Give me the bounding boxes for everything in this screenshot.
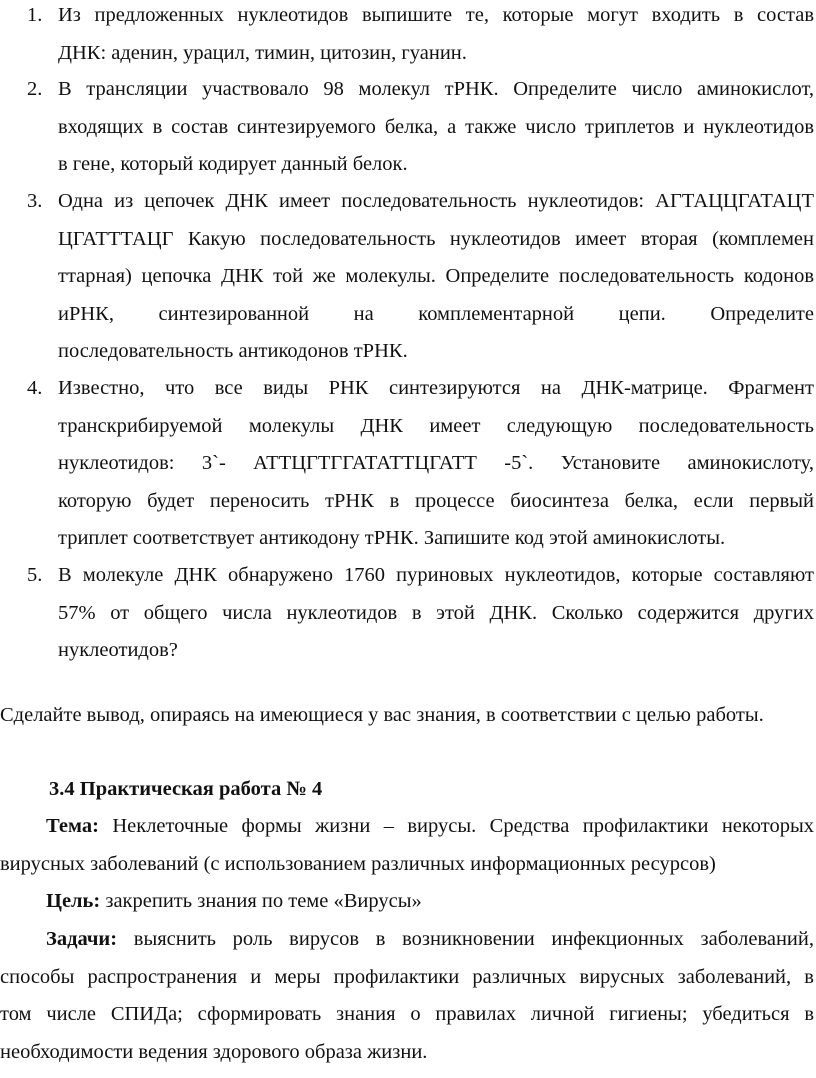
task-item-2 <box>27 71 814 184</box>
task-text-line: Из предложенных нуклеотидов выпишите те, которые могут входить в состав <box>58 4 814 26</box>
task-text-line: входящих в состав синтезируемого белка, а также число триплетов и нуклеотидов <box>58 115 814 138</box>
task-text-line: ДНК: аденин, урацил, тимин, цитозин, гуанин. <box>58 41 467 64</box>
task-number: 1. <box>27 4 43 26</box>
goal-text: закрепить знания по теме «Вирусы» <box>105 890 422 912</box>
objectives-text: выяснить роль вирусов в возникновении инфекционных заболеваний, <box>133 928 814 950</box>
task-number: 5. <box>27 564 43 586</box>
task-text-line: В молекуле ДНК обнаружено 1760 пуриновых нуклеотидов, которые составляют <box>58 564 814 586</box>
task-text-line: 57% от общего числа нуклеотидов в этой ДНК. Сколько содержится других <box>58 601 814 624</box>
task-text-line: транскрибируемой молекулы ДНК имеет следующую последовательность <box>58 414 814 437</box>
task-number: 4. <box>27 377 43 399</box>
task-text-line: триплет соответствует антикодону тРНК. Запишите код этой аминокислоты. <box>58 527 726 549</box>
task-text-line: В трансляции участвовало 98 молекул тРНК. Определите число аминокислот, <box>58 78 814 100</box>
section-heading: 3.4 Практическая работа № 4 <box>49 778 323 800</box>
theme-text: Неклеточные формы жизни – вирусы. Средства профилактики некоторых <box>112 815 815 837</box>
objectives-label: Задачи: <box>46 928 118 950</box>
task-item-4 <box>27 370 814 558</box>
task-number: 2. <box>27 78 43 100</box>
objectives-paragraph <box>0 921 814 1071</box>
objectives-text-line: способы распространения и меры профилактики различных вирусных заболеваний, в <box>0 965 814 988</box>
task-item-3 <box>27 183 814 371</box>
task-text-line: которую будет переносить тРНК в процессе биосинтеза белка, если первый <box>58 489 814 512</box>
goal-label: Цель: <box>46 890 101 912</box>
objectives-text-line: необходимости ведения здорового образа жизни. <box>0 1040 428 1063</box>
task-text-line: Одна из цепочек ДНК имеет последовательность нуклеотидов: АГТАЦЦГАТАЦТ <box>58 190 814 212</box>
theme-label: Тема: <box>46 815 99 837</box>
task-text-line: нуклеотидов? <box>58 639 178 661</box>
task-text-line: иРНК, синтезированной на комплементарной цепи. Определите <box>58 302 814 325</box>
task-item-5 <box>27 557 814 670</box>
task-text-line: Известно, что все виды РНК синтезируются на ДНК-матрице. Фрагмент <box>58 377 814 399</box>
theme-paragraph <box>0 808 814 883</box>
task-text-line: последовательность антикодонов тРНК. <box>58 340 408 362</box>
task-text-line: ттарная) цепочка ДНК той же молекулы. Определите последовательность кодонов <box>58 265 814 287</box>
objectives-text-line: том числе СПИДа; сформировать знания о правилах личной гигиены; убедиться в <box>0 1003 814 1025</box>
task-text-line: нуклеотидов: 3`- АТТЦГТГГАТАТТЦГАТТ -5`. Установите аминокислоту, <box>58 452 814 474</box>
task-text-line: ЦГАТТТАЦГ Какую последовательность нуклеотидов имеет вторая (комплемен <box>58 227 814 250</box>
task-text-line: в гене, который кодирует данный белок. <box>58 153 408 175</box>
task-number: 3. <box>27 190 43 212</box>
theme-text-line: вирусных заболеваний (с использованием различных информационных ресурсов) <box>0 852 716 875</box>
task-item-1 <box>27 0 814 72</box>
goal-paragraph <box>0 883 816 921</box>
conclusion-paragraph: Сделайте вывод, опираясь на имеющиеся у вас знания, в соответствии с целью работы. <box>0 704 764 726</box>
